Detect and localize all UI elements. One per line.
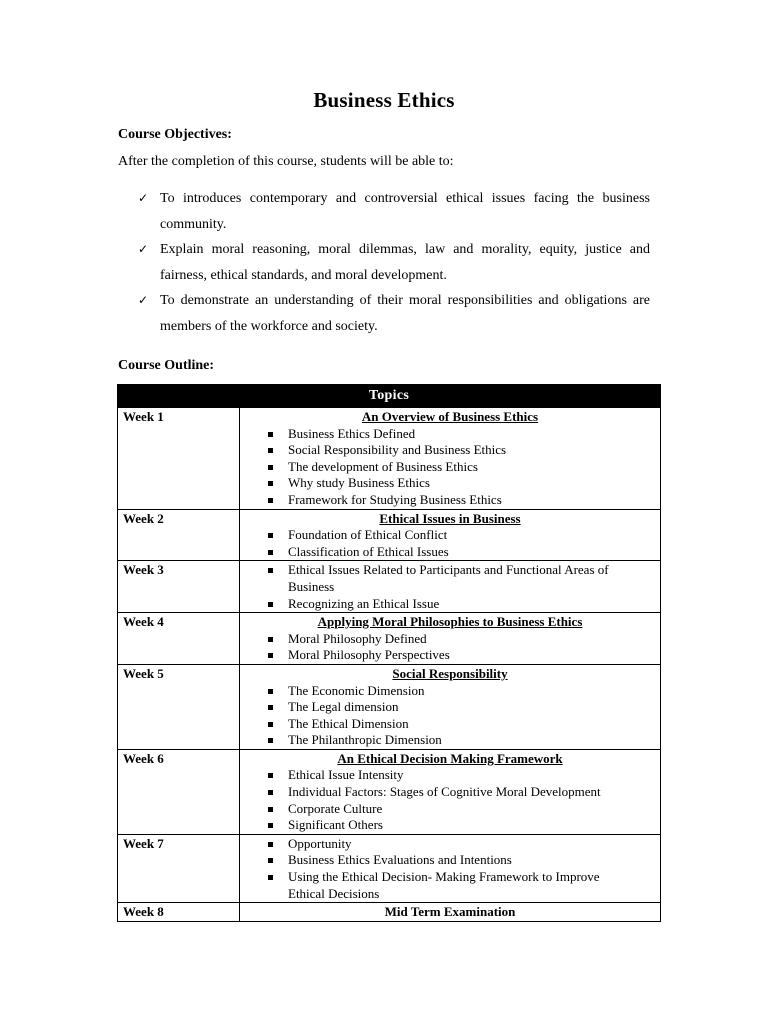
topic-heading: Ethical Issues in Business	[379, 510, 521, 526]
week-topics	[240, 509, 661, 561]
list-item: Foundation of Ethical Conflict	[240, 527, 660, 544]
checkmark-icon: ✓	[138, 293, 149, 307]
list-item: The development of Business Ethics	[240, 459, 660, 476]
week-label: Week 5	[118, 664, 240, 749]
list-item: Social Responsibility and Business Ethics	[240, 442, 660, 459]
page-title: Business Ethics	[313, 88, 455, 112]
topic-heading: An Ethical Decision Making Framework	[337, 750, 563, 766]
list-item: Significant Others	[240, 817, 660, 834]
list-item: Why study Business Ethics	[240, 475, 660, 492]
checkmark-icon: ✓	[138, 242, 149, 256]
week-label: Week 2	[118, 509, 240, 561]
week-topics	[240, 749, 661, 834]
week-topics	[240, 664, 661, 749]
list-item: The Legal dimension	[240, 699, 660, 716]
week-topics	[240, 903, 661, 922]
objective-item: ✓ To introduces contemporary and controversial ethical issues facing the business community.	[138, 186, 650, 237]
list-item: Individual Factors: Stages of Cognitive Moral Development	[240, 784, 660, 801]
checkmark-icon: ✓	[138, 191, 149, 205]
table-row	[118, 561, 661, 613]
table-row	[118, 509, 661, 561]
list-item: Moral Philosophy Defined	[240, 631, 660, 648]
topic-heading: Mid Term Examination	[384, 904, 516, 920]
week-topics	[240, 408, 661, 510]
list-item: Ethical Issue Intensity	[240, 767, 660, 784]
list-item: Classification of Ethical Issues	[240, 544, 660, 561]
week-label: Week 6	[118, 749, 240, 834]
table-row	[118, 903, 661, 922]
list-item: Recognizing an Ethical Issue	[240, 596, 660, 613]
topic-heading: Social Responsibility	[392, 665, 508, 681]
table-header: Topics	[118, 385, 661, 408]
table-row	[118, 613, 661, 665]
objective-item: ✓ Explain moral reasoning, moral dilemmas, law and morality, equity, justice and fairness, ethical standards, and moral development.	[138, 237, 650, 288]
list-item: Business Ethics Evaluations and Intentions	[240, 852, 660, 869]
objective-item: ✓ To demonstrate an understanding of their moral responsibilities and obligations are members of the workforce and society.	[138, 288, 650, 339]
list-item: The Economic Dimension	[240, 683, 660, 700]
topic-heading: An Overview of Business Ethics	[361, 409, 539, 424]
list-item: Business Ethics Defined	[240, 426, 660, 443]
table-row	[118, 664, 661, 749]
intro-text: After the completion of this course, students will be able to:	[118, 154, 454, 169]
list-item: Ethical Issues Related to Participants and Functional Areas of Business	[240, 562, 660, 595]
list-item: Opportunity	[240, 836, 660, 853]
week-label: Week 1	[118, 408, 240, 510]
topic-heading: Applying Moral Philosophies to Business Ethics	[317, 614, 583, 630]
table-row	[118, 749, 661, 834]
objectives-list	[138, 186, 650, 339]
list-item: Using the Ethical Decision- Making Framework to Improve Ethical Decisions	[240, 869, 660, 902]
outline-heading: Course Outline:	[118, 358, 215, 373]
list-item: The Ethical Dimension	[240, 716, 660, 733]
list-item: Framework for Studying Business Ethics	[240, 492, 660, 509]
table-row	[118, 408, 661, 510]
week-label: Week 7	[118, 834, 240, 902]
table-row	[118, 834, 661, 902]
week-topics	[240, 561, 661, 613]
list-item: Corporate Culture	[240, 801, 660, 818]
objectives-heading: Course Objectives:	[118, 127, 232, 142]
course-outline-table	[117, 384, 661, 922]
week-topics	[240, 613, 661, 665]
list-item: The Philanthropic Dimension	[240, 732, 660, 749]
week-label: Week 3	[118, 561, 240, 613]
week-label: Week 4	[118, 613, 240, 665]
week-topics	[240, 834, 661, 902]
list-item: Moral Philosophy Perspectives	[240, 647, 660, 664]
week-label: Week 8	[118, 903, 240, 922]
